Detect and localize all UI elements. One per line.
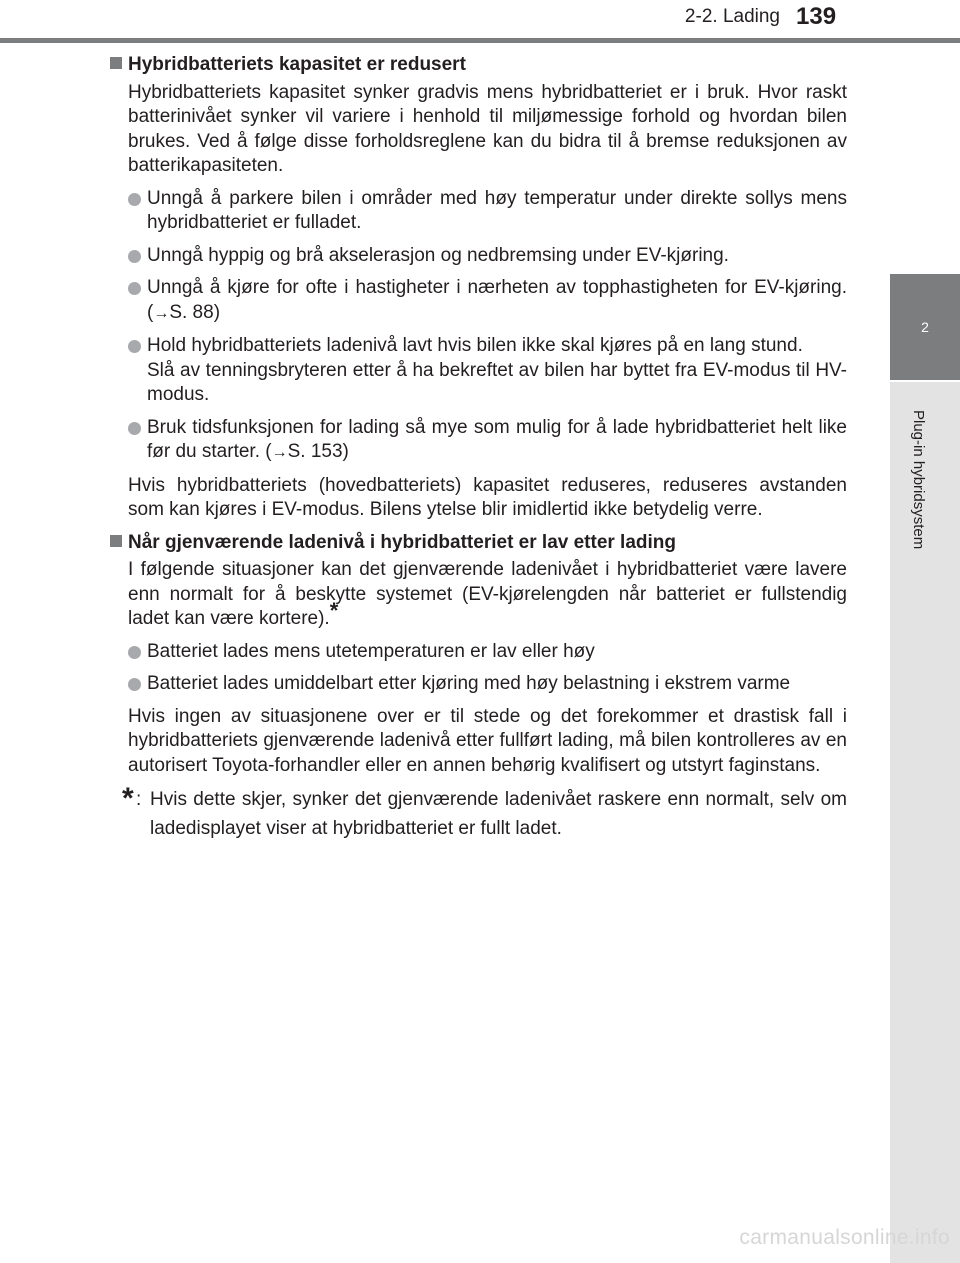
square-bullet-icon <box>110 535 122 547</box>
footnote-colon: : <box>136 789 142 810</box>
round-bullet-icon <box>128 340 141 353</box>
section-heading-text: Når gjenværende ladenivå i hybridbatteriet er lav etter lading <box>128 531 677 553</box>
list-item-text-part: Unngå å kjøre for ofte i hastigheter i nærheten av topphastigheten for EV-kjøring. ( <box>147 277 847 323</box>
list-item <box>128 244 847 269</box>
watermark: carmanualsonline.info <box>739 1226 950 1249</box>
paragraph: Hybridbatteriets kapasitet synker gradvis mens hybridbatteriet er i bruk. Hvor raskt batterinivået synker vil variere i henhold til miljømessige forhold og hvordan bilen brukes. Ved å følge disse forholdsreglene kan du bidra til å bremse reduksjonen av batterikapasiteten. <box>128 81 847 176</box>
running-header-section: 2-2. Lading <box>684 6 780 27</box>
list-item <box>128 276 847 326</box>
list-item-text <box>147 334 847 408</box>
round-bullet-icon <box>128 282 141 295</box>
footnote <box>122 782 847 843</box>
list-item <box>128 672 847 697</box>
round-bullet-icon <box>128 193 141 206</box>
chapter-tab-number: 2 <box>890 274 960 380</box>
round-bullet-icon <box>128 422 141 435</box>
arrow-right-icon: → <box>153 304 170 322</box>
list-item-text: Unngå å parkere bilen i områder med høy temperatur under direkte sollys mens hybridbatteriet er fulladet. <box>147 187 847 233</box>
round-bullet-icon <box>128 678 141 691</box>
arrow-right-icon: → <box>271 444 288 461</box>
page-number: 139 <box>796 3 837 30</box>
list-item-subtext: Slå av tenningsbryteren etter å ha bekreftet av bilen har byttet fra EV-modus til HV-modus. <box>147 359 847 405</box>
header-rule <box>0 38 960 43</box>
paragraph-text: I følgende situasjoner kan det gjenværende ladenivået i hybridbatteriet være lavere enn normalt for å beskytte systemet (EV-kjørelengden når batteriet er fullstendig ladet kan være kortere). <box>128 559 847 629</box>
section-heading-text: Hybridbatteriets kapasitet er redusert <box>128 54 466 75</box>
footnote-marker: * <box>122 782 134 815</box>
list-item-text: Unngå hyppig og brå akselerasjon og nedbremsing under EV-kjøring. <box>147 244 729 266</box>
list-item <box>128 640 847 665</box>
list-item-text <box>147 276 847 326</box>
paragraph: Hvis hybridbatteriets (hovedbatteriets) kapasitet reduseres, reduseres avstanden som kan kjøres i EV-modus. Bilens ytelse blir imidlertid ikke betydelig verre. <box>128 474 847 520</box>
list-item-text: Batteriet lades umiddelbart etter kjøring med høy belastning i ekstrem varme <box>147 673 791 694</box>
square-bullet-icon <box>110 57 122 69</box>
round-bullet-icon <box>128 646 141 659</box>
list-item-text: Batteriet lades mens utetemperaturen er lav eller høy <box>147 640 595 662</box>
page-reference-link[interactable]: S. 153) <box>287 441 349 462</box>
page-reference-link[interactable]: S. 88) <box>169 301 221 323</box>
list-item-text <box>147 416 847 466</box>
section-heading <box>110 53 847 78</box>
list-item <box>128 416 847 466</box>
list-item <box>128 187 847 236</box>
paragraph <box>128 558 847 632</box>
chapter-tab-label: Plug-in hybridsystem <box>910 410 927 550</box>
footnote-text: Hvis dette skjer, synker det gjenværende ladenivået raskere enn normalt, selv om ladedisplayet viser at hybridbatteriet er fullt ladet. <box>150 789 847 839</box>
footnote-marker: * <box>329 598 339 623</box>
page-body <box>110 48 847 843</box>
section-heading <box>110 531 847 556</box>
list-item-text-part: Bruk tidsfunksjonen for lading så mye som mulig for å lade hybridbatteriet helt like før du starter. ( <box>147 416 847 462</box>
list-item-text-part: Hold hybridbatteriets ladenivå lavt hvis bilen ikke skal kjøres på en lang stund. <box>147 335 803 356</box>
round-bullet-icon <box>128 250 141 263</box>
list-item <box>128 334 847 408</box>
paragraph: Hvis ingen av situasjonene over er til stede og det forekommer et drastisk fall i hybridbatteriets gjenværende ladenivå etter fullført lading, må bilen kontrolleres av en autorisert Toyota-forhandler eller en annen behørig kvalifisert og utstyrt faginstans. <box>128 705 847 776</box>
